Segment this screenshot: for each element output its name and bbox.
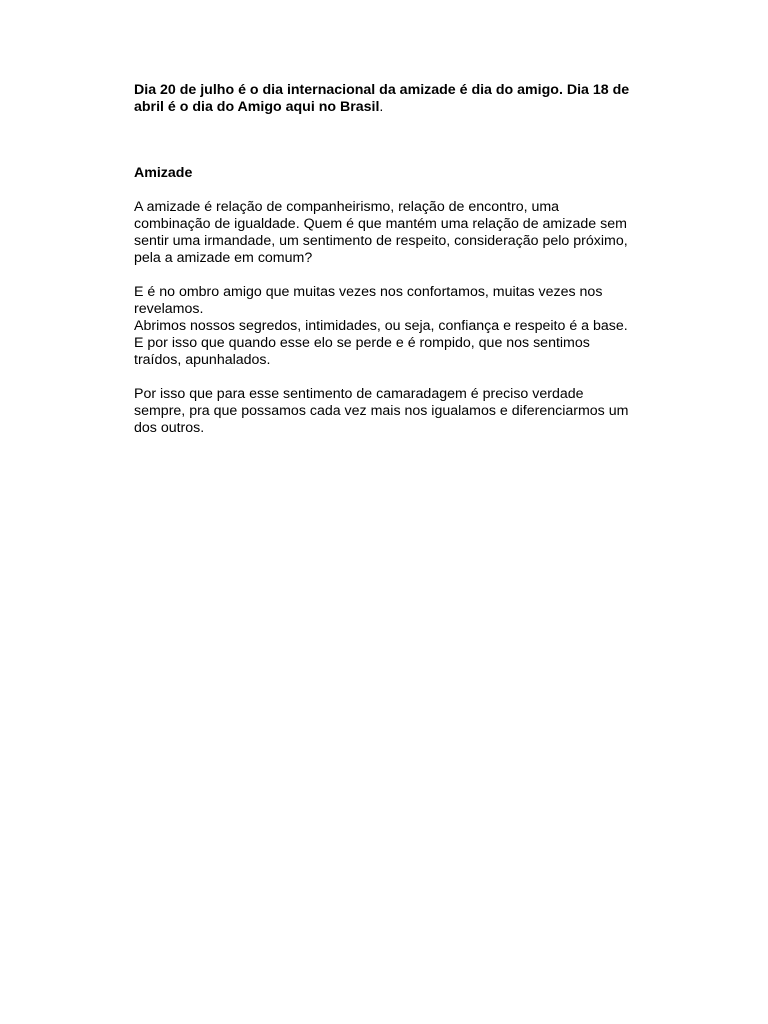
paragraph-1: A amizade é relação de companheirismo, relação de encontro, uma combinação de igualdade. Quem é que mantém uma relação de amizade sem sentir uma irmandade, um sentimento de respeito, consideração pelo próximo, pela a amizade em comum? [134, 199, 628, 266]
paragraph-3: Por isso que para esse sentimento de camaradagem é preciso verdade sempre, pra que possamos cada vez mais nos igualamos e diferenciarmos um dos outros. [134, 386, 629, 436]
intro-period: . [379, 99, 384, 115]
intro-text: Dia 20 de julho é o dia internacional da amizade é dia do amigo. Dia 18 de abril é o dia do Amigo aqui no Brasil [134, 82, 630, 115]
intro-paragraph [134, 82, 634, 116]
document-body [134, 82, 634, 437]
paragraph-2-line-2: Abrimos nossos segredos, intimidades, ou seja, confiança e respeito é a base. [134, 318, 628, 334]
paragraph-2-line-1: E é no ombro amigo que muitas vezes nos confortamos, muitas vezes nos revelamos. [134, 284, 603, 317]
section-heading: Amizade [134, 165, 193, 181]
paragraph-2-line-3: E por isso que quando esse elo se perde e é rompido, que nos sentimos traídos, apunhalados. [134, 335, 590, 368]
paragraph-2 [134, 284, 634, 369]
